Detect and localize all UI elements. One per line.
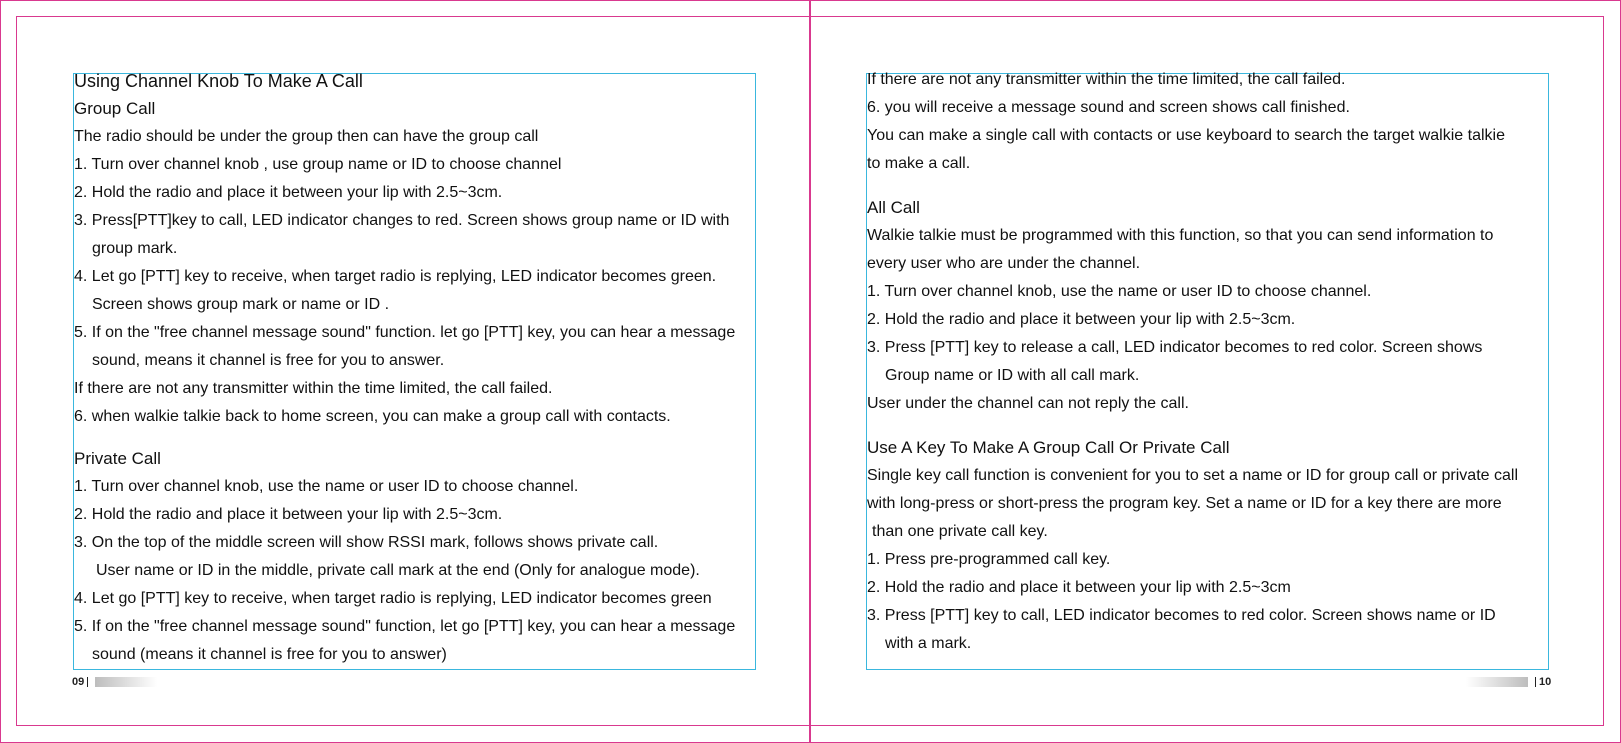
left-footer bbox=[72, 676, 157, 688]
paragraph-line: You can make a single call with contacts or use keyboard to search the target walkie talkie bbox=[867, 127, 1505, 144]
footer-divider bbox=[1535, 677, 1536, 687]
list-item: 6. you will receive a message sound and screen shows call finished. bbox=[867, 99, 1350, 116]
paragraph-line: with long-press or short-press the program key. Set a name or ID for a key there are more bbox=[867, 495, 1502, 512]
page-edge-left bbox=[0, 0, 1, 743]
section-heading-group-call: Group Call bbox=[74, 99, 156, 118]
paragraph-line: User under the channel can not reply the call. bbox=[867, 395, 1189, 412]
list-item: 1. Press pre-programmed call key. bbox=[867, 551, 1111, 568]
list-item-continuation: Screen shows group mark or name or ID . bbox=[92, 296, 390, 313]
list-item: 1. Turn over channel knob , use group name or ID to choose channel bbox=[74, 156, 562, 173]
paragraph-line: than one private call key. bbox=[872, 523, 1048, 540]
footer-gradient-bar bbox=[95, 677, 157, 687]
footer-divider bbox=[87, 677, 88, 687]
list-item: 5. If on the "free channel message sound" function. let go [PTT] key, you can hear a message bbox=[74, 324, 736, 341]
list-item: 2. Hold the radio and place it between your lip with 2.5~3cm. bbox=[74, 184, 503, 201]
paragraph-line: to make a call. bbox=[867, 155, 971, 172]
spread-spine bbox=[809, 0, 811, 743]
right-footer bbox=[1466, 676, 1551, 688]
paragraph-line: Single key call function is convenient for you to set a name or ID for group call or private call bbox=[867, 467, 1518, 484]
section-heading-all-call: All Call bbox=[867, 198, 920, 217]
list-item: 2. Hold the radio and place it between your lip with 2.5~3cm. bbox=[74, 506, 503, 523]
list-item-continuation: Group name or ID with all call mark. bbox=[885, 367, 1140, 384]
page-number-left: 09 bbox=[72, 676, 85, 688]
list-item: 3. Press [PTT] key to call, LED indicator becomes to red color. Screen shows name or ID bbox=[867, 607, 1496, 624]
section-heading-private-call: Private Call bbox=[74, 449, 161, 468]
section-heading-key-call: Use A Key To Make A Group Call Or Private Call bbox=[867, 438, 1230, 457]
list-item: 4. Let go [PTT] key to receive, when target radio is replying, LED indicator becomes green bbox=[74, 590, 712, 607]
list-item: 6. when walkie talkie back to home screen, you can make a group call with contacts. bbox=[74, 408, 671, 425]
list-item: 4. Let go [PTT] key to receive, when target radio is replying, LED indicator becomes green. bbox=[74, 268, 717, 285]
list-item-continuation: sound, means it channel is free for you to answer. bbox=[92, 352, 445, 369]
list-item: 2. Hold the radio and place it between your lip with 2.5~3cm. bbox=[867, 311, 1296, 328]
right-page bbox=[867, 66, 1518, 658]
footer-gradient-bar bbox=[1466, 677, 1528, 687]
paragraph-line: The radio should be under the group then can have the group call bbox=[74, 128, 539, 145]
list-item: 3. Press[PTT]key to call, LED indicator changes to red. Screen shows group name or ID with bbox=[74, 212, 730, 229]
paragraph-line: If there are not any transmitter within the time limited, the call failed. bbox=[867, 71, 1346, 88]
page-number-right: 10 bbox=[1539, 676, 1552, 688]
list-item: 5. If on the "free channel message sound" function, let go [PTT] key, you can hear a message bbox=[74, 618, 736, 635]
paragraph-line: every user who are under the channel. bbox=[867, 255, 1141, 272]
paragraph-line: If there are not any transmitter within the time limited, the call failed. bbox=[74, 380, 553, 397]
list-item: 2. Hold the radio and place it between your lip with 2.5~3cm bbox=[867, 579, 1291, 596]
list-item-continuation: group mark. bbox=[92, 240, 178, 257]
page-title: Using Channel Knob To Make A Call bbox=[74, 71, 363, 91]
paragraph-line: Walkie talkie must be programmed with this function, so that you can send information to bbox=[867, 227, 1494, 244]
list-item-continuation: with a mark. bbox=[885, 635, 972, 652]
list-item: 3. On the top of the middle screen will show RSSI mark, follows shows private call. bbox=[74, 534, 659, 551]
list-item-continuation: sound (means it channel is free for you to answer) bbox=[92, 646, 447, 663]
left-page bbox=[74, 67, 735, 669]
page-edge-top bbox=[0, 0, 1621, 1]
list-item: 3. Press [PTT] key to release a call, LED indicator becomes to red color. Screen shows bbox=[867, 339, 1483, 356]
list-item-continuation: User name or ID in the middle, private call mark at the end (Only for analogue mode). bbox=[96, 562, 700, 579]
list-item: 1. Turn over channel knob, use the name or user ID to choose channel. bbox=[74, 478, 579, 495]
list-item: 1. Turn over channel knob, use the name or user ID to choose channel. bbox=[867, 283, 1372, 300]
